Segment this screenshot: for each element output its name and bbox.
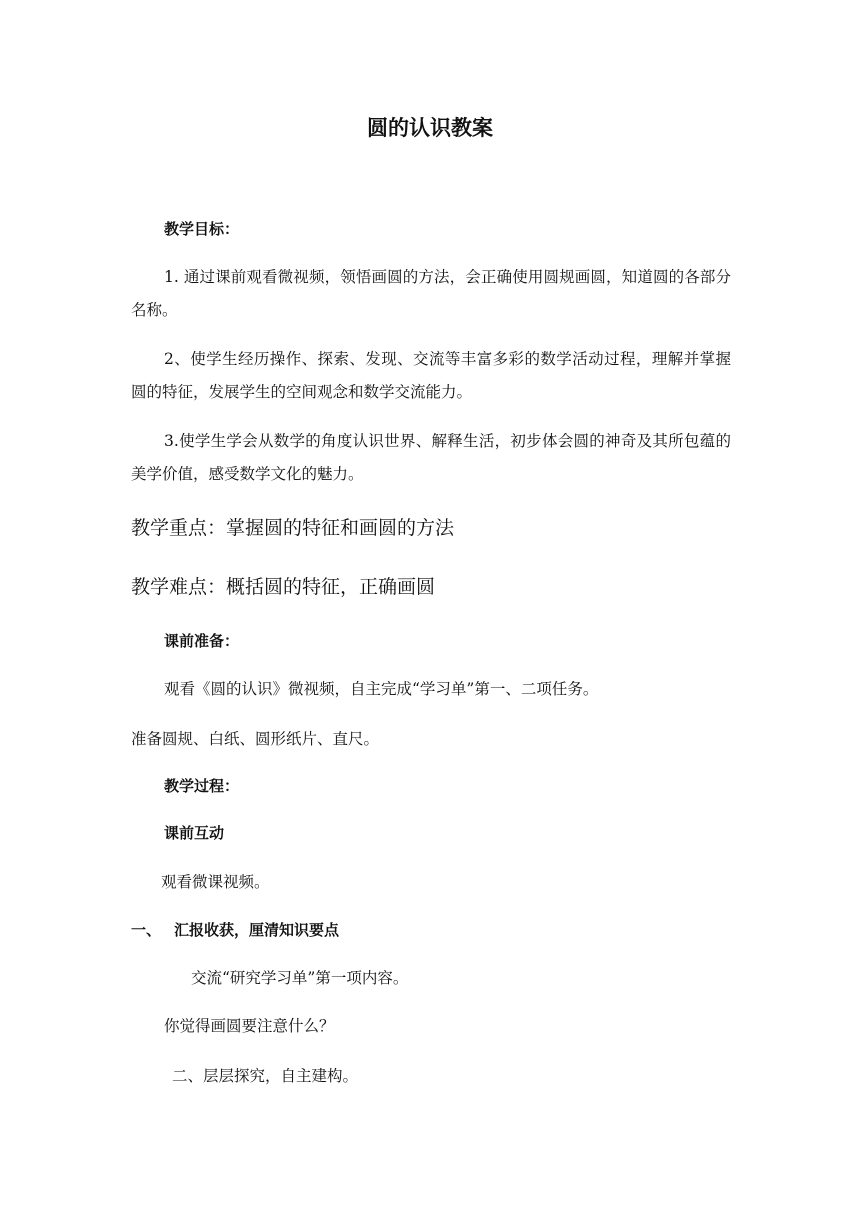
preparation-heading: 课前准备： <box>164 632 240 650</box>
objective-1: 1. 通过课前观看微视频，领悟画圆的方法，会正确使用圆规画圆，知道圆的各部分名称。 <box>131 268 731 319</box>
preparation-line-2: 准备圆规、白纸、圆形纸片、直尺。 <box>131 730 380 748</box>
process-heading: 教学过程： <box>164 777 240 795</box>
document-title: 圆的认识教案 <box>367 116 493 140</box>
pre-class-heading: 课前互动 <box>164 824 225 842</box>
difficulty: 教学难点：概括圆的特征，正确画圆 <box>131 576 436 598</box>
objective-3: 3.使学生学会从数学的角度认识世界、解释生活，初步体会圆的神奇及其所包蕴的美学价值，感受数学文化的魅力。 <box>131 432 731 483</box>
section-1-number: 一、 <box>131 921 162 939</box>
objectives-heading: 教学目标： <box>164 220 240 238</box>
section-1-line-2: 你觉得画圆要注意什么？ <box>164 1017 335 1035</box>
section-1-line-1: 交流“研究学习单”第一项内容。 <box>191 969 409 987</box>
pre-class-text: 观看微课视频。 <box>161 873 270 891</box>
section-1-title: 汇报收获，厘清知识要点 <box>174 921 340 939</box>
preparation-line-1: 观看《圆的认识》微视频，自主完成“学习单”第一、二项任务。 <box>164 680 599 698</box>
key-point: 教学重点：掌握圆的特征和画圆的方法 <box>131 517 455 539</box>
section-2-title: 二、层层探究，自主建构。 <box>172 1067 359 1085</box>
objective-2: 2、使学生经历操作、探索、发现、交流等丰富多彩的数学活动过程，理解并掌握圆的特征，发展学生的空间观念和数学交流能力。 <box>131 350 731 401</box>
